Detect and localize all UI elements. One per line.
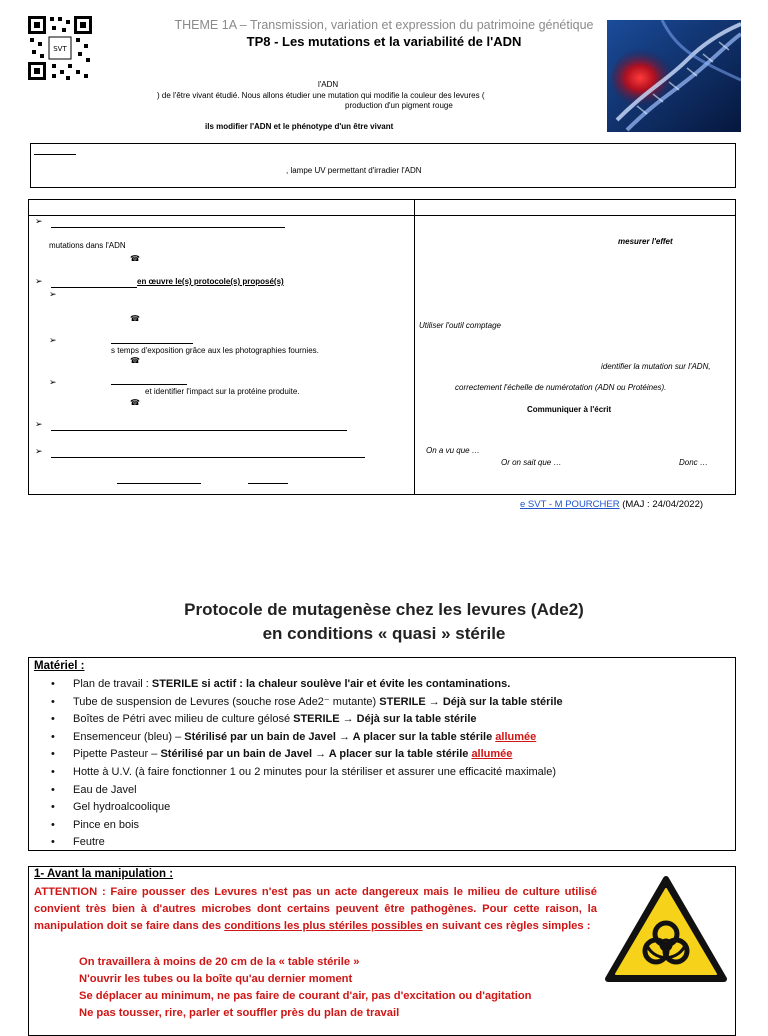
impact-text: et identifier l'impact sur la protéine produite. <box>145 387 300 396</box>
warning-underlined: conditions les plus stériles possibles <box>224 920 423 932</box>
blank-line <box>51 457 365 458</box>
oeuvre-text: en œuvre le(s) protocole(s) proposé(s) <box>137 277 284 286</box>
arrow-icon: ➢ <box>49 377 57 387</box>
or-on-sait-text: Or on sait que … <box>501 458 562 467</box>
materiel-item-highlight: allumée <box>471 748 513 761</box>
materiel-item-text: Ensemenceur (bleu) – <box>73 730 185 743</box>
materiel-item-bold: STERILE si actif : la chaleur soulève l'air et évite les contaminations. <box>151 678 511 690</box>
blank-line <box>51 227 285 228</box>
arrow-icon: ➢ <box>35 216 43 226</box>
communiquer-text: Communiquer à l'écrit <box>527 405 612 414</box>
mutations-text: mutations dans l'ADN <box>49 241 126 250</box>
on-a-vu-text: On a vu que … <box>426 446 480 455</box>
materiel-item-text: Boîtes de Pétri avec milieu de culture gélosé <box>73 713 294 726</box>
intro-line1: l'ADN <box>318 80 339 89</box>
bullet-icon: • <box>51 748 55 761</box>
materiel-item <box>29 782 735 800</box>
bullet-icon: • <box>51 713 55 726</box>
intro-line3: production d'un pigment rouge <box>345 101 453 110</box>
bullet-icon: • <box>51 765 55 778</box>
tp-grid <box>28 199 736 495</box>
blank-line <box>111 384 187 385</box>
intro-line2: ) de l'être vivant étudié. Nous allons étudier une mutation qui modifie la couleur des levures ( <box>157 91 485 100</box>
materiel-item-bold: STERILE → Déjà sur la table stérile <box>379 695 563 708</box>
phone-icon: ☎ <box>130 398 140 407</box>
materiel-item-bold: Stérilisé par un bain de Javel → A placer sur la table stérile <box>160 748 472 761</box>
biohazard-icon <box>604 875 728 985</box>
protocol-title-line2: en conditions « quasi » stérile <box>262 624 506 643</box>
materiel-item-text: Pipette Pasteur – <box>73 748 161 761</box>
blank-line <box>34 154 76 155</box>
materiel-title: Matériel : <box>34 660 85 672</box>
avant-section <box>28 866 736 1036</box>
blank-line <box>51 430 347 431</box>
materiel-item-text: Eau de Javel <box>73 783 137 796</box>
bullet-icon: • <box>51 730 55 743</box>
materiel-item-text: Plan de travail : <box>73 678 152 690</box>
bullet-icon: • <box>51 678 55 690</box>
rules-list <box>79 954 531 1022</box>
author-link[interactable]: e SVT - M POURCHER <box>520 499 620 510</box>
comptage-text: Utiliser l'outil comptage <box>419 321 502 330</box>
materiel-item <box>29 799 735 817</box>
rule-item: On travaillera à moins de 20 cm de la « table stérile » <box>79 956 360 968</box>
rule-item: Se déplacer au minimum, ne pas faire de courant d'air, pas d'excitation ou d'agitation <box>79 990 532 1002</box>
materiel-item <box>29 764 735 782</box>
materiel-item-text: Tube de suspension de Levures (souche rose Ade2⁻ mutante) <box>73 695 380 708</box>
rule-item: N'ouvrir les tubes ou la boîte qu'au dernier moment <box>79 973 353 985</box>
protocol-title-line1: Protocole de mutagenèse chez les levures (Ade2) <box>184 600 584 619</box>
dna-image <box>607 20 741 132</box>
footer <box>520 499 703 510</box>
arrow-icon: ➢ <box>35 446 43 456</box>
blank-line <box>111 343 193 344</box>
blank-line <box>248 483 288 484</box>
materiel-box <box>30 143 736 188</box>
materiel-item <box>29 817 735 835</box>
materiel-item-bold: STERILE → Déjà sur la table stérile <box>293 713 477 726</box>
arrow-icon: ➢ <box>35 276 43 286</box>
materiel-item-text: Feutre <box>73 836 105 849</box>
materiel-text: , lampe UV permettant d'irradier l'ADN <box>286 166 422 175</box>
bullet-icon: • <box>51 783 55 796</box>
identifier-text: identifier la mutation sur l'ADN, <box>601 362 711 371</box>
materiel-item-text: Pince en bois <box>73 818 140 831</box>
blank-line <box>117 483 201 484</box>
materiel-item-text: Hotte à U.V. (à faire fonctionner 1 ou 2 minutes pour la stériliser et assurer une efficacité maximale) <box>73 765 557 778</box>
mesurer-text: mesurer l'effet <box>618 237 673 246</box>
theme-heading: THEME 1A – Transmission, variation et expression du patrimoine génétique <box>174 18 594 32</box>
tp-title: TP8 - Les mutations et la variabilité de l'ADN <box>246 34 522 49</box>
grid-divider <box>414 200 415 494</box>
warning-end: en suivant ces règles simples : <box>422 920 591 932</box>
bullet-icon: • <box>51 818 55 831</box>
arrow-icon: ➢ <box>49 335 57 345</box>
materiel-item <box>29 834 735 852</box>
exposition-text: s temps d'exposition grâce aux les photographies fournies. <box>111 346 319 355</box>
bullet-icon: • <box>51 836 55 849</box>
materiel-item-bold: Stérilisé par un bain de Javel → A placer sur la table stérile <box>184 730 496 743</box>
arrow-icon: ➢ <box>49 289 57 299</box>
materiel-list <box>29 676 735 852</box>
materiel-item <box>29 729 735 747</box>
blank-line <box>51 287 137 288</box>
bullet-icon: • <box>51 801 55 814</box>
materiel-item-highlight: allumée <box>495 730 537 743</box>
phone-icon: ☎ <box>130 254 140 263</box>
materiel-item <box>29 676 735 694</box>
intro-question: ils modifier l'ADN et le phénotype d'un être vivant <box>205 122 394 131</box>
materiel-item-text: Gel hydroalcoolique <box>73 801 171 814</box>
donc-text: Donc … <box>679 458 708 467</box>
grid-header-line <box>29 215 735 216</box>
maj-date: (MAJ : 24/04/2022) <box>622 499 704 510</box>
materiel-item <box>29 746 735 764</box>
warning-paragraph <box>34 884 597 935</box>
phone-icon: ☎ <box>130 356 140 365</box>
phone-icon: ☎ <box>130 314 140 323</box>
bullet-icon: • <box>51 695 55 708</box>
arrow-icon: ➢ <box>35 419 43 429</box>
warning-text: ATTENTION : Faire pousser des Levures n'est pas un acte dangereux mais le milieu de culture utilisé convient très bien à d'autres microbes dont certains peuvent être pathogènes. Pour cette raison, la manipulation doit se faire dans des <box>34 886 597 932</box>
avant-title: 1- Avant la manipulation : <box>34 868 174 880</box>
rule-item: Ne pas tousser, rire, parler et souffler près du plan de travail <box>79 1007 400 1019</box>
qr-label: SVT <box>53 45 67 53</box>
materiel-item <box>29 711 735 729</box>
materiel-item <box>29 694 735 712</box>
materiel-section <box>28 657 736 851</box>
echelle-text: correctement l'échelle de numérotation (ADN ou Protéines). <box>455 383 667 392</box>
